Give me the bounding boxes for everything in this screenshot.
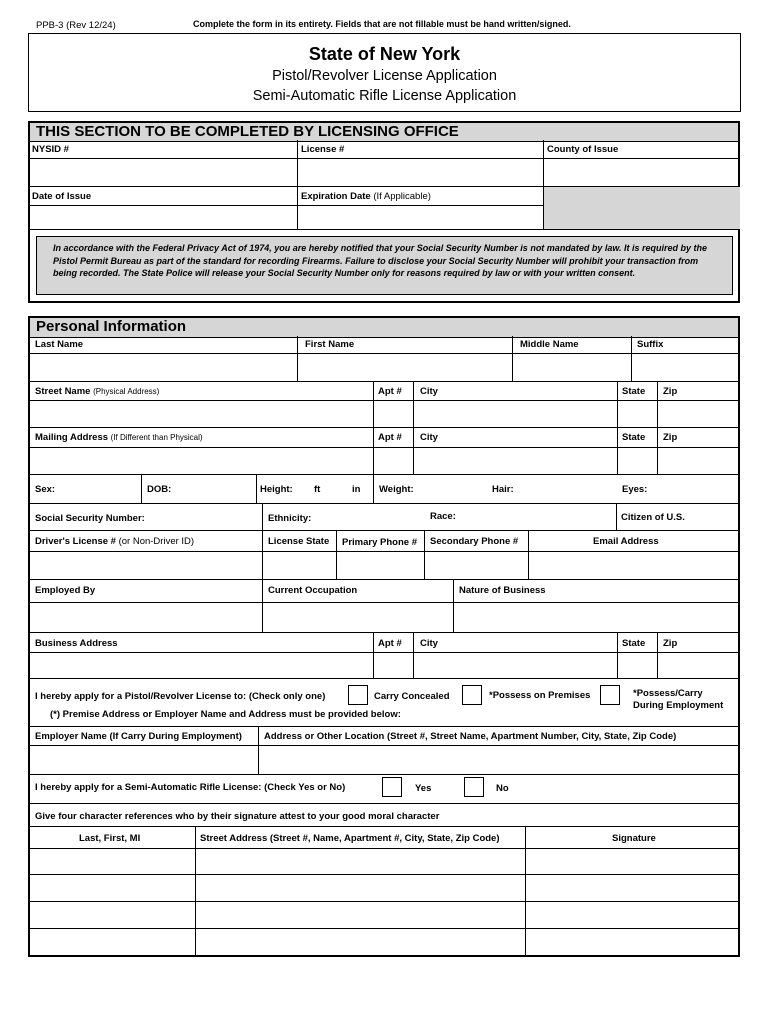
last-name-label: Last Name (35, 339, 84, 350)
reference-2-name-input[interactable] (30, 875, 194, 900)
mailing-apt-label: Apt # (378, 432, 402, 443)
street-name-label (35, 386, 159, 397)
reference-1-address-input[interactable] (196, 849, 524, 873)
street-name-input[interactable] (30, 401, 372, 426)
business-city-input[interactable] (414, 653, 616, 677)
reference-1-name-input[interactable] (30, 849, 194, 873)
county-of-issue-label: County of Issue (547, 144, 619, 155)
carry-concealed-label: Carry Concealed (374, 691, 450, 702)
mailing-city-label: City (420, 432, 438, 443)
rifle-yes-label: Yes (415, 783, 432, 794)
dob-label: DOB: (147, 484, 172, 495)
business-zip-input[interactable] (658, 653, 739, 677)
title-box (28, 33, 741, 112)
form-code: PPB-3 (Rev 12/24) (36, 20, 116, 31)
eyes-label: Eyes: (622, 484, 648, 495)
reference-4-name-input[interactable] (30, 929, 194, 954)
possess-carry-label-2: During Employment (633, 700, 724, 711)
license-number-label: License # (301, 144, 345, 155)
business-zip-label: Zip (663, 638, 678, 649)
zip-label: Zip (663, 386, 678, 397)
possess-carry-label-1: *Possess/Carry (633, 688, 703, 699)
email-label: Email Address (593, 536, 659, 547)
ssn-label: Social Security Number: (35, 513, 145, 524)
rifle-yes-checkbox[interactable] (382, 777, 402, 797)
current-occupation-label: Current Occupation (268, 585, 358, 596)
business-apt-label: Apt # (378, 638, 402, 649)
personal-information-heading (30, 318, 738, 338)
mailing-state-input[interactable] (618, 448, 656, 473)
rifle-no-checkbox[interactable] (464, 777, 484, 797)
county-shaded-area (544, 187, 740, 229)
race-label: Race: (430, 511, 456, 522)
primary-phone-label: Primary Phone # (342, 537, 417, 548)
nysid-input[interactable] (30, 159, 296, 185)
subtitle-rifle: Semi-Automatic Rifle License Application (252, 88, 517, 104)
reference-signature-header: Signature (612, 833, 656, 844)
last-name-input[interactable] (30, 354, 296, 380)
business-address-input[interactable] (30, 653, 372, 677)
employed-by-input[interactable] (30, 603, 261, 631)
reference-3-address-input[interactable] (196, 902, 524, 927)
license-state-input[interactable] (263, 552, 335, 578)
employer-name-label: Employer Name (If Carry During Employment) (35, 731, 242, 742)
state-label: State (622, 386, 646, 397)
mailing-apt-input[interactable] (374, 448, 412, 473)
height-label: Height: (260, 484, 293, 495)
employer-address-label: Address or Other Location (Street #, Street Name, Apartment Number, City, State, Zip Code) (264, 731, 677, 742)
first-name-label: First Name (305, 339, 355, 350)
nature-of-business-input[interactable] (454, 603, 739, 631)
employer-address-input[interactable] (259, 746, 739, 773)
privacy-notice-box (36, 236, 733, 295)
possess-carry-employment-checkbox[interactable] (600, 685, 620, 705)
mailing-address-note: (If Different than Physical) (110, 433, 203, 442)
carry-concealed-checkbox[interactable] (348, 685, 368, 705)
sex-label: Sex: (35, 484, 56, 495)
privacy-notice-text: In accordance with the Federal Privacy Act of 1974, you are hereby notified that your Social Security Number is not mandated by law. It is required by the Pistol Permit Bureau as part of the standard for recording Firearms. Failure to disclose your Social Security Number will prohibit your transaction from being recorded. The State Police will release your Social Security Number only for reasons required by law or with your written consent. (53, 243, 708, 278)
city-input[interactable] (414, 401, 616, 426)
reference-3-signature[interactable] (526, 902, 739, 927)
license-state-label: License State (268, 536, 330, 547)
reference-1-signature[interactable] (526, 849, 739, 873)
rifle-license-text: I hereby apply for a Semi-Automatic Rifle License: (Check Yes or No) (35, 782, 346, 793)
pistol-license-text: I hereby apply for a Pistol/Revolver License to: (Check only one) (35, 691, 326, 702)
hair-label: Hair: (492, 484, 514, 495)
possess-premises-label: *Possess on Premises (489, 690, 591, 701)
street-name-text: Street Name (35, 386, 91, 397)
email-input[interactable] (529, 552, 739, 578)
page-title: State of New York (308, 44, 461, 64)
business-state-input[interactable] (618, 653, 656, 677)
city-label: City (420, 386, 438, 397)
expiration-date-note: (If Applicable) (373, 191, 431, 202)
suffix-label: Suffix (637, 339, 664, 350)
height-ft-label: ft (314, 484, 321, 495)
mailing-city-input[interactable] (414, 448, 616, 473)
drivers-license-input[interactable] (30, 552, 261, 578)
expiration-date-text: Expiration Date (301, 191, 371, 202)
rifle-no-label: No (496, 783, 509, 794)
business-state-label: State (622, 638, 646, 649)
secondary-phone-input[interactable] (425, 552, 527, 578)
drivers-license-note: (or Non-Driver ID) (118, 536, 195, 547)
mailing-state-label: State (622, 432, 646, 443)
licensing-office-heading (30, 123, 738, 142)
suffix-input[interactable] (632, 354, 739, 380)
ethnicity-label: Ethnicity: (268, 513, 312, 524)
personal-information-heading-text: Personal Information (36, 318, 187, 335)
reference-2-address-input[interactable] (196, 875, 524, 900)
drivers-license-label (35, 536, 194, 547)
mailing-address-label (35, 432, 203, 443)
mailing-address-input[interactable] (30, 448, 372, 473)
middle-name-input[interactable] (513, 354, 630, 380)
mailing-zip-input[interactable] (658, 448, 739, 473)
reference-4-address-input[interactable] (196, 929, 524, 954)
date-of-issue-label: Date of Issue (32, 191, 92, 202)
business-city-label: City (420, 638, 438, 649)
references-intro: Give four character references who by their signature attest to your good moral character (35, 811, 440, 822)
citizen-label: Citizen of U.S. (621, 512, 685, 523)
reference-4-signature[interactable] (526, 929, 739, 954)
street-name-note: (Physical Address) (93, 387, 160, 396)
nysid-label: NYSID # (32, 144, 69, 155)
state-input[interactable] (618, 401, 656, 426)
date-of-issue-input[interactable] (30, 206, 296, 228)
middle-name-label: Middle Name (520, 339, 579, 350)
mailing-address-text: Mailing Address (35, 432, 109, 443)
licensing-office-heading-text: THIS SECTION TO BE COMPLETED BY LICENSING OFFICE (36, 123, 459, 140)
zip-input[interactable] (658, 401, 739, 426)
weight-label: Weight: (379, 484, 414, 495)
apt-label: Apt # (378, 386, 402, 397)
expiration-date-label (301, 191, 431, 202)
reference-2-signature[interactable] (526, 875, 739, 900)
employed-by-label: Employed By (35, 585, 96, 596)
employer-name-input[interactable] (30, 746, 257, 773)
reference-3-name-input[interactable] (30, 902, 194, 927)
reference-name-header: Last, First, MI (79, 833, 141, 844)
secondary-phone-label: Secondary Phone # (430, 536, 519, 547)
county-of-issue-input[interactable] (544, 159, 739, 185)
drivers-license-text: Driver's License # (35, 536, 116, 547)
mailing-zip-label: Zip (663, 432, 678, 443)
premise-address-note: (*) Premise Address or Employer Name and Address must be provided below: (50, 709, 401, 720)
business-address-label: Business Address (35, 638, 118, 649)
form-instruction: Complete the form in its entirety. Fields that are not fillable must be hand written/signed. (193, 19, 571, 29)
expiration-date-input[interactable] (298, 206, 542, 228)
current-occupation-input[interactable] (263, 603, 452, 631)
height-in-label: in (352, 484, 361, 495)
nature-of-business-label: Nature of Business (459, 585, 546, 596)
subtitle-pistol: Pistol/Revolver License Application (272, 68, 497, 84)
business-apt-input[interactable] (374, 653, 412, 677)
license-number-input[interactable] (298, 159, 542, 185)
first-name-input[interactable] (298, 354, 511, 380)
apt-input[interactable] (374, 401, 412, 426)
possess-premises-checkbox[interactable] (462, 685, 482, 705)
reference-address-header: Street Address (Street #, Name, Apartment #, City, State, Zip Code) (200, 833, 500, 844)
primary-phone-input[interactable] (337, 552, 423, 578)
